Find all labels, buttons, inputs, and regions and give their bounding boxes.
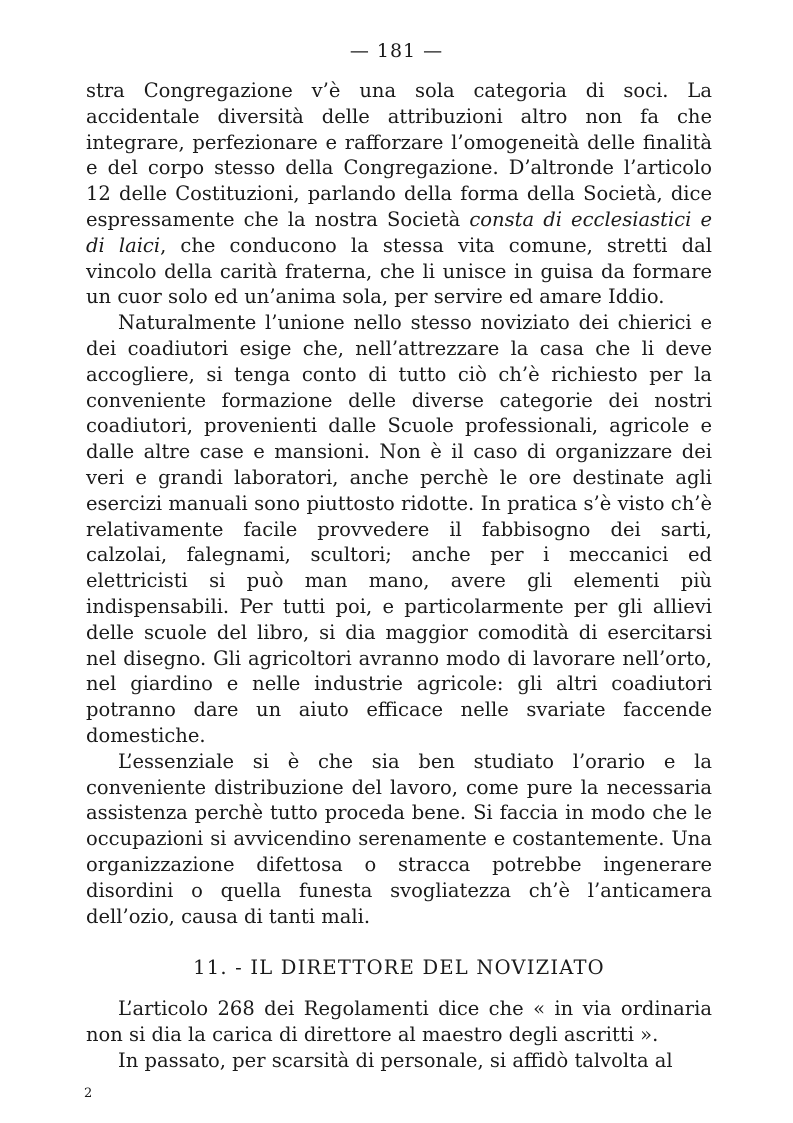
paragraph-schedule: L’essenziale si è che sia ben studiato l’orario e la conveniente distribuzione del lavoro, come pure la necessaria assistenza perchè tutto proceda bene. Si faccia in modo che le occupazioni si avvicendino serenamente e costantemente. Una organizzazione difettosa o stracca potrebbe ingenerare disordini o quella funesta svogliatezza ch’è l’anticamera dell’ozio, causa di tanti mali. [86, 749, 712, 928]
body-text-section-2 [86, 996, 712, 1074]
paragraph-text: , che conducono la stessa vita comune, stretti dal vincolo della carità fraterna, che li unisce in guisa da formare un cuor solo ed un’anima sola, per servire ed amare Iddio. [86, 233, 712, 309]
section-heading: 11. - IL DIRETTORE DEL NOVIZIATO [193, 956, 605, 979]
paragraph-regulations: L’articolo 268 dei Regolamenti dice che « in via ordinaria non si dia la carica di direttore al maestro degli ascritti ». [86, 997, 712, 1046]
paragraph-novitiate-union: Naturalmente l’unione nello stesso noviziato dei chierici e dei coadiutori esige che, nell’attrezzare la casa che li deve accogliere, si tenga conto di tutto ciò ch’è richiesto per la conveniente formazione delle diverse categorie dei nostri coadiutori, provenienti dalle Scuole professionali, agricole e dalle altre case e mansioni. Non è il caso di organizzare dei veri e grandi laboratori, anche perchè le ore destinate agli esercizi manuali sono piuttosto ridotte. In pratica s’è visto ch’è relativamente facile provvedere il fabbisogno dei sarti, calzolai, falegnami, scultori; anche per i meccanici ed elettricisti si può man mano, avere gli elementi più indispensabili. Per tutti poi, e particolarmente per gli allievi delle scuole del libro, si dia maggior comodità di esercitarsi nel disegno. Gli agricoltori avranno modo di lavorare nell’orto, nel giardino e nelle industrie agricole: gli altri coadiutori potranno dare un aiuto efficace nelle svariate faccende domestiche. [86, 311, 712, 747]
page-number: — 181 — [349, 40, 444, 62]
paragraph-congregation [86, 78, 712, 310]
paragraph-text: stra Congregazione v’è una sola categoria di soci. La accidentale diversità delle attribuzioni altro non fa che integrare, perfezionare e rafforzare l’omogeneità delle finalità e del corpo stesso della Congregazione. D’altronde l’articolo 12 delle Costituzioni, parlando della forma della Società, dice espressamente che la nostra Società [86, 79, 712, 231]
paragraph-past: In passato, per scarsità di personale, si affidò talvolta al [118, 1049, 673, 1072]
body-text [86, 78, 712, 929]
italic-quote: consta di ecclesiastici e di laici [86, 207, 712, 257]
printer-signature-mark: 2 [84, 1086, 93, 1101]
